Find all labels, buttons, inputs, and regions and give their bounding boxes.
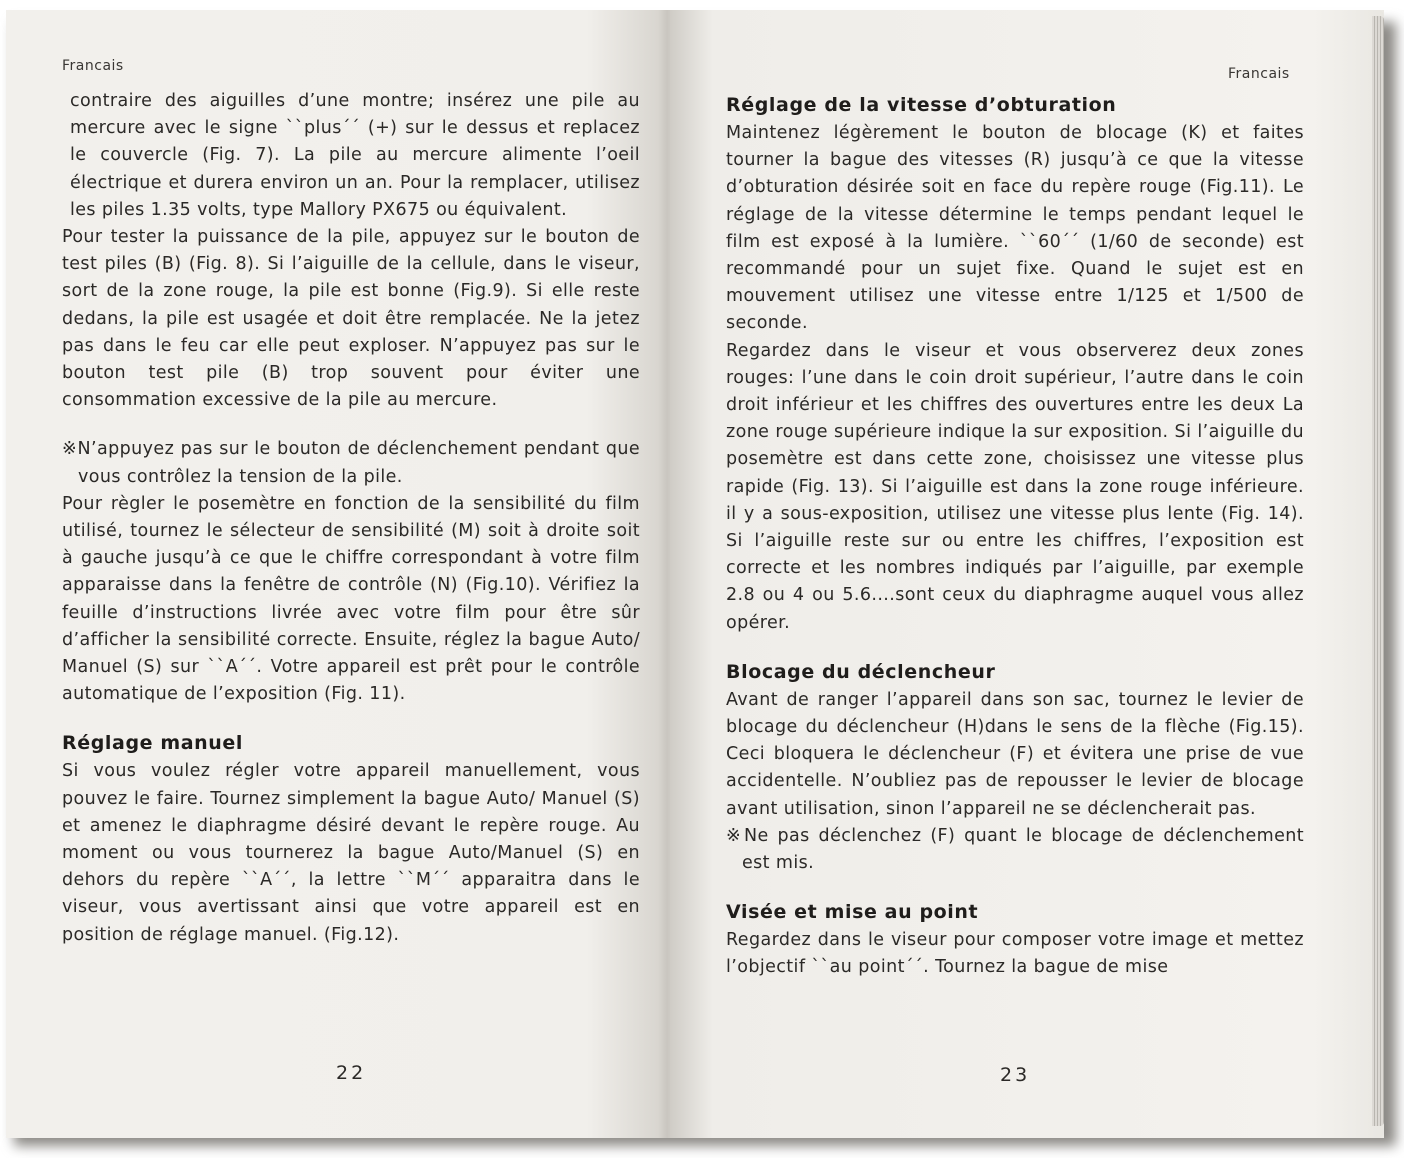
section-heading: Réglage manuel <box>62 732 244 755</box>
paragraph: Si vous voulez régler votre appareil manuellement, vous pouvez le faire. Tournez simplement la bague Auto/ Manuel (S) et amenez le diaphragme désiré devant le repère rouge. Au moment ou vous tournerez la bague Auto/Manuel (S) en dehors du repère ``A´´, la lettre ``M´´ apparaitra dans le viseur, vous avertissant ainsi que votre appareil est en position de réglage manuel. (Fig.12). <box>62 761 640 945</box>
left-page <box>6 10 666 1138</box>
paragraph: contraire des aiguilles d’une montre; insérez une pile au mercure avec le signe ``plus´´ (+) sur le dessus et replacez le couvercle (Fig. 7). La pile au mercure alimente l’oeil électrique et durera environ un an. Pour la remplacer, utilisez les piles 1.35 volts, type Mallory PX675 ou équivalent. <box>70 91 640 220</box>
paragraph: Regardez dans le viseur pour composer votre image et mettez l’objectif ``au point´´. Tournez la bague de mise <box>726 930 1304 978</box>
page-number: 23 <box>1000 1064 1031 1086</box>
section-heading: Blocage du déclencheur <box>726 660 996 683</box>
paragraph: Pour tester la puissance de la pile, appuyez sur le bouton de test piles (B) (Fig. 8). Si l’aiguille de la cellule, dans le viseur, sort de la zone rouge, la pile est bonne (Fig.9). Si elle reste dedans, la pile est usagée et doit être remplacée. Ne la jetez pas dans le feu car elle peut exploser. N’appuyez pas sur le bouton test pile (B) trop souvent pour éviter une consommation excessive de la pile au mercure. <box>62 227 640 411</box>
section-heading: Visée et mise au point <box>726 901 979 924</box>
right-page-header: Francais <box>1228 66 1290 82</box>
note-paragraph: ※Ne pas déclenchez (F) quant le blocage de déclenchement est mis. <box>726 825 1304 874</box>
right-page-body <box>726 90 1304 982</box>
paragraph: Pour règler le posemètre en fonction de la sensibilité du film utilisé, tournez le sélecteur de sensibilité (M) soit à droite soit à gauche jusqu’à ce que le chiffre correspondant à votre film apparaisse dans la fenêtre de contrôle (N) (Fig.10). Vérifiez la feuille d’instructions livrée avec votre film pour être sûr d’afficher la sensibilité correcte. Ensuite, réglez la bague Auto/ Manuel (S) sur ``A´´. Votre appareil est prêt pour le contrôle automatique de l’exposition (Fig. 11). <box>62 493 640 705</box>
left-page-header: Francais <box>62 58 124 74</box>
paragraph: Maintenez légèrement le bouton de blocage (K) et faites tourner la bague des vitesses (R) jusqu’à ce que la vitesse d’obturation désirée soit en face du repère rouge (Fig.11). Le réglage de la vitesse détermine le temps pendant lequel le film est exposé à la lumière. ``60´´ (1/60 de seconde) est recommandé pour un sujet fixe. Quand le sujet est en mouvement utilisez une vitesse entre 1/125 et 1/500 de seconde. <box>726 123 1304 334</box>
paragraph: Avant de ranger l’appareil dans son sac, tournez le levier de blocage du déclencheur (H)dans le sens de la flèche (Fig.15). Ceci bloquera le déclencheur (F) et évitera une prise de vue accidentelle. N’oubliez pas de repousser le levier de blocage avant utilisation, sinon l’appareil ne se déclencherait pas. <box>726 689 1304 819</box>
left-page-body <box>62 88 640 949</box>
page-number: 22 <box>336 1062 367 1084</box>
page-edges <box>1372 16 1384 1126</box>
section-heading: Réglage de la vitesse d’obturation <box>726 94 1117 116</box>
note-paragraph: ※N’appuyez pas sur le bouton de déclenchement pendant que vous contrôlez la tension de la pile. <box>62 439 640 487</box>
right-page <box>670 10 1384 1138</box>
open-booklet <box>6 10 1384 1138</box>
paragraph: Regardez dans le viseur et vous observerez deux zones rouges: l’une dans le coin droit supérieur, l’autre dans le coin droit inférieur et les chiffres des ouvertures entre les deux La zone rouge supérieure indique la sur exposition. Si l’aiguille du posemètre est dans cette zone, choisissez une vitesse plus rapide (Fig. 13). Si l’aiguille est dans la zone rouge inférieure. il y a sous-exposition, utilisez une vitesse plus lente (Fig. 14). Si l’aiguille reste sur ou entre les chiffres, l’exposition est correcte et les nombres indiqués par l’aiguille, par exemple 2.8 ou 4 ou 5.6....sont ceux du diaphragme auquel vous allez opérer. <box>726 340 1304 633</box>
